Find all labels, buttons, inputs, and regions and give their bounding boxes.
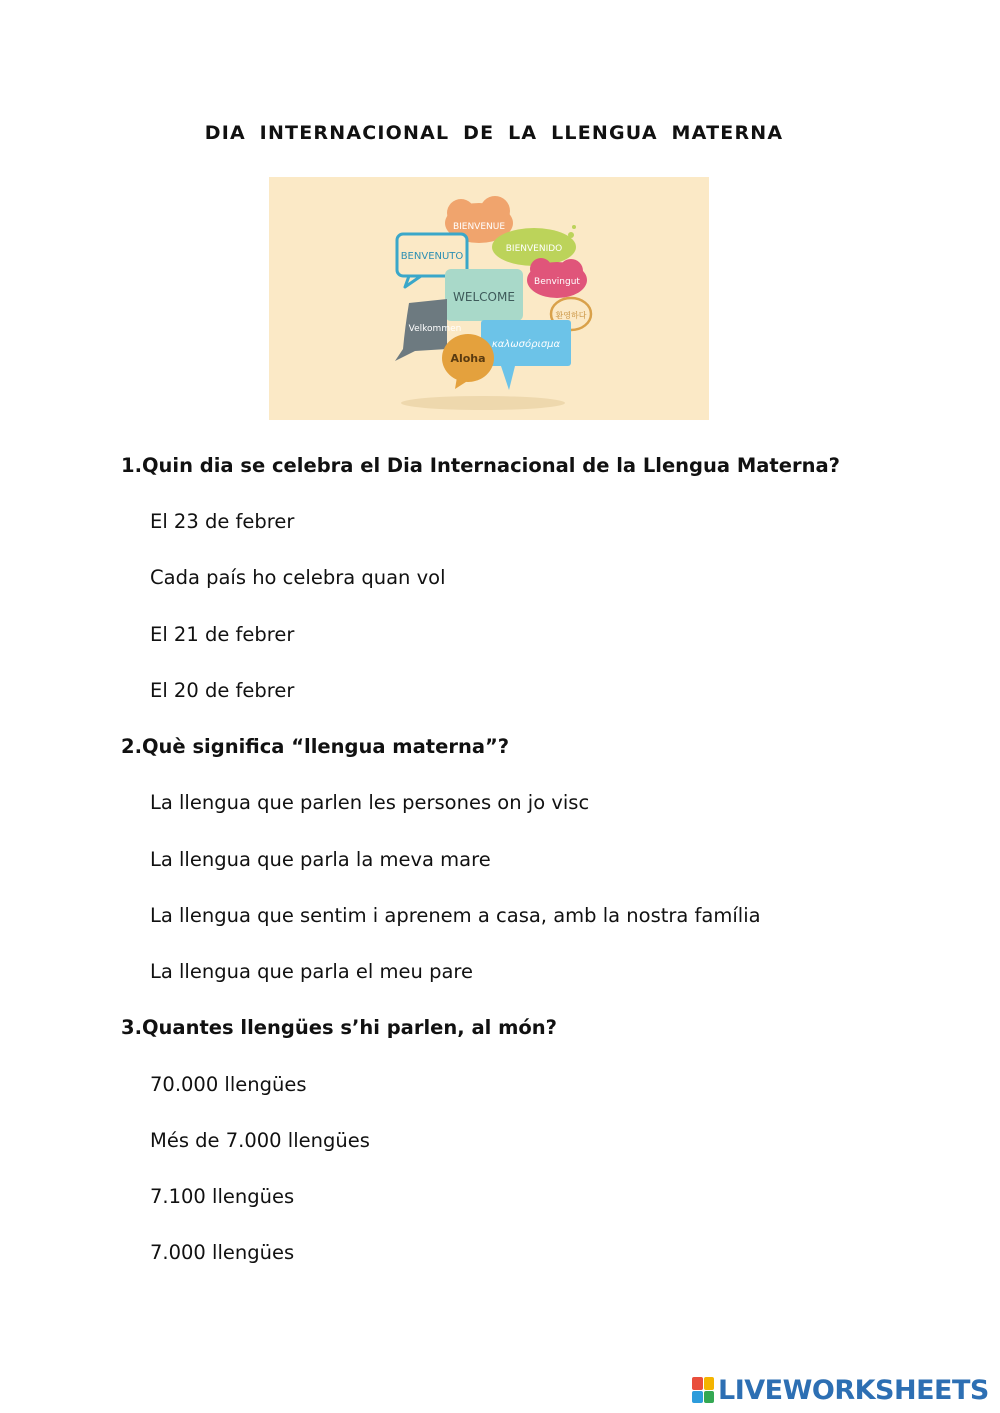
svg-text:Benvingut: Benvingut [534, 277, 580, 287]
liveworksheets-brand [692, 1374, 989, 1406]
svg-text:WELCOME: WELCOME [453, 290, 515, 304]
svg-text:Aloha: Aloha [450, 352, 486, 365]
question-1: 1.Quin dia se celebra el Dia Internacional de la Llengua Materna? [121, 454, 840, 477]
svg-text:Velkommen: Velkommen [408, 324, 462, 334]
q1-option-2[interactable]: Cada país ho celebra quan vol [150, 566, 446, 589]
q1-option-3[interactable]: El 21 de febrer [150, 623, 295, 646]
q1-option-1[interactable]: El 23 de febrer [150, 510, 295, 533]
svg-text:καλωσόρισμα: καλωσόρισμα [491, 339, 561, 350]
q1-option-4[interactable]: El 20 de febrer [150, 679, 295, 702]
question-2: 2.Què significa “llengua materna”? [121, 735, 510, 758]
question-3: 3.Quantes llengües s’hi parlen, al món? [121, 1016, 557, 1039]
q2-option-4[interactable]: La llengua que parla el meu pare [150, 960, 474, 983]
q3-option-3[interactable]: 7.100 llengües [150, 1185, 295, 1208]
svg-text:BENVENUTO: BENVENUTO [400, 251, 464, 262]
svg-text:BIENVENIDO: BIENVENIDO [505, 244, 563, 254]
liveworksheets-logo-icon [692, 1377, 714, 1403]
q2-option-3[interactable]: La llengua que sentim i aprenem a casa, amb la nostra família [150, 904, 761, 927]
q3-option-4[interactable]: 7.000 llengües [150, 1241, 295, 1264]
svg-text:BIENVENUE: BIENVENUE [452, 222, 506, 232]
svg-text:환영하다: 환영하다 [555, 311, 587, 320]
q2-option-1[interactable]: La llengua que parlen les persones on jo visc [150, 791, 590, 814]
language-bubbles-illustration [269, 177, 709, 420]
bubble-welcome [445, 269, 523, 321]
brand-name: LIVEWORKSHEETS [718, 1374, 989, 1406]
q3-option-2[interactable]: Més de 7.000 llengües [150, 1129, 370, 1152]
q2-option-2[interactable]: La llengua que parla la meva mare [150, 848, 491, 871]
page-title: DIA INTERNACIONAL DE LA LLENGUA MATERNA [204, 122, 784, 144]
q3-option-1[interactable]: 70.000 llengües [150, 1073, 307, 1096]
bubble-benvingut [527, 258, 587, 298]
